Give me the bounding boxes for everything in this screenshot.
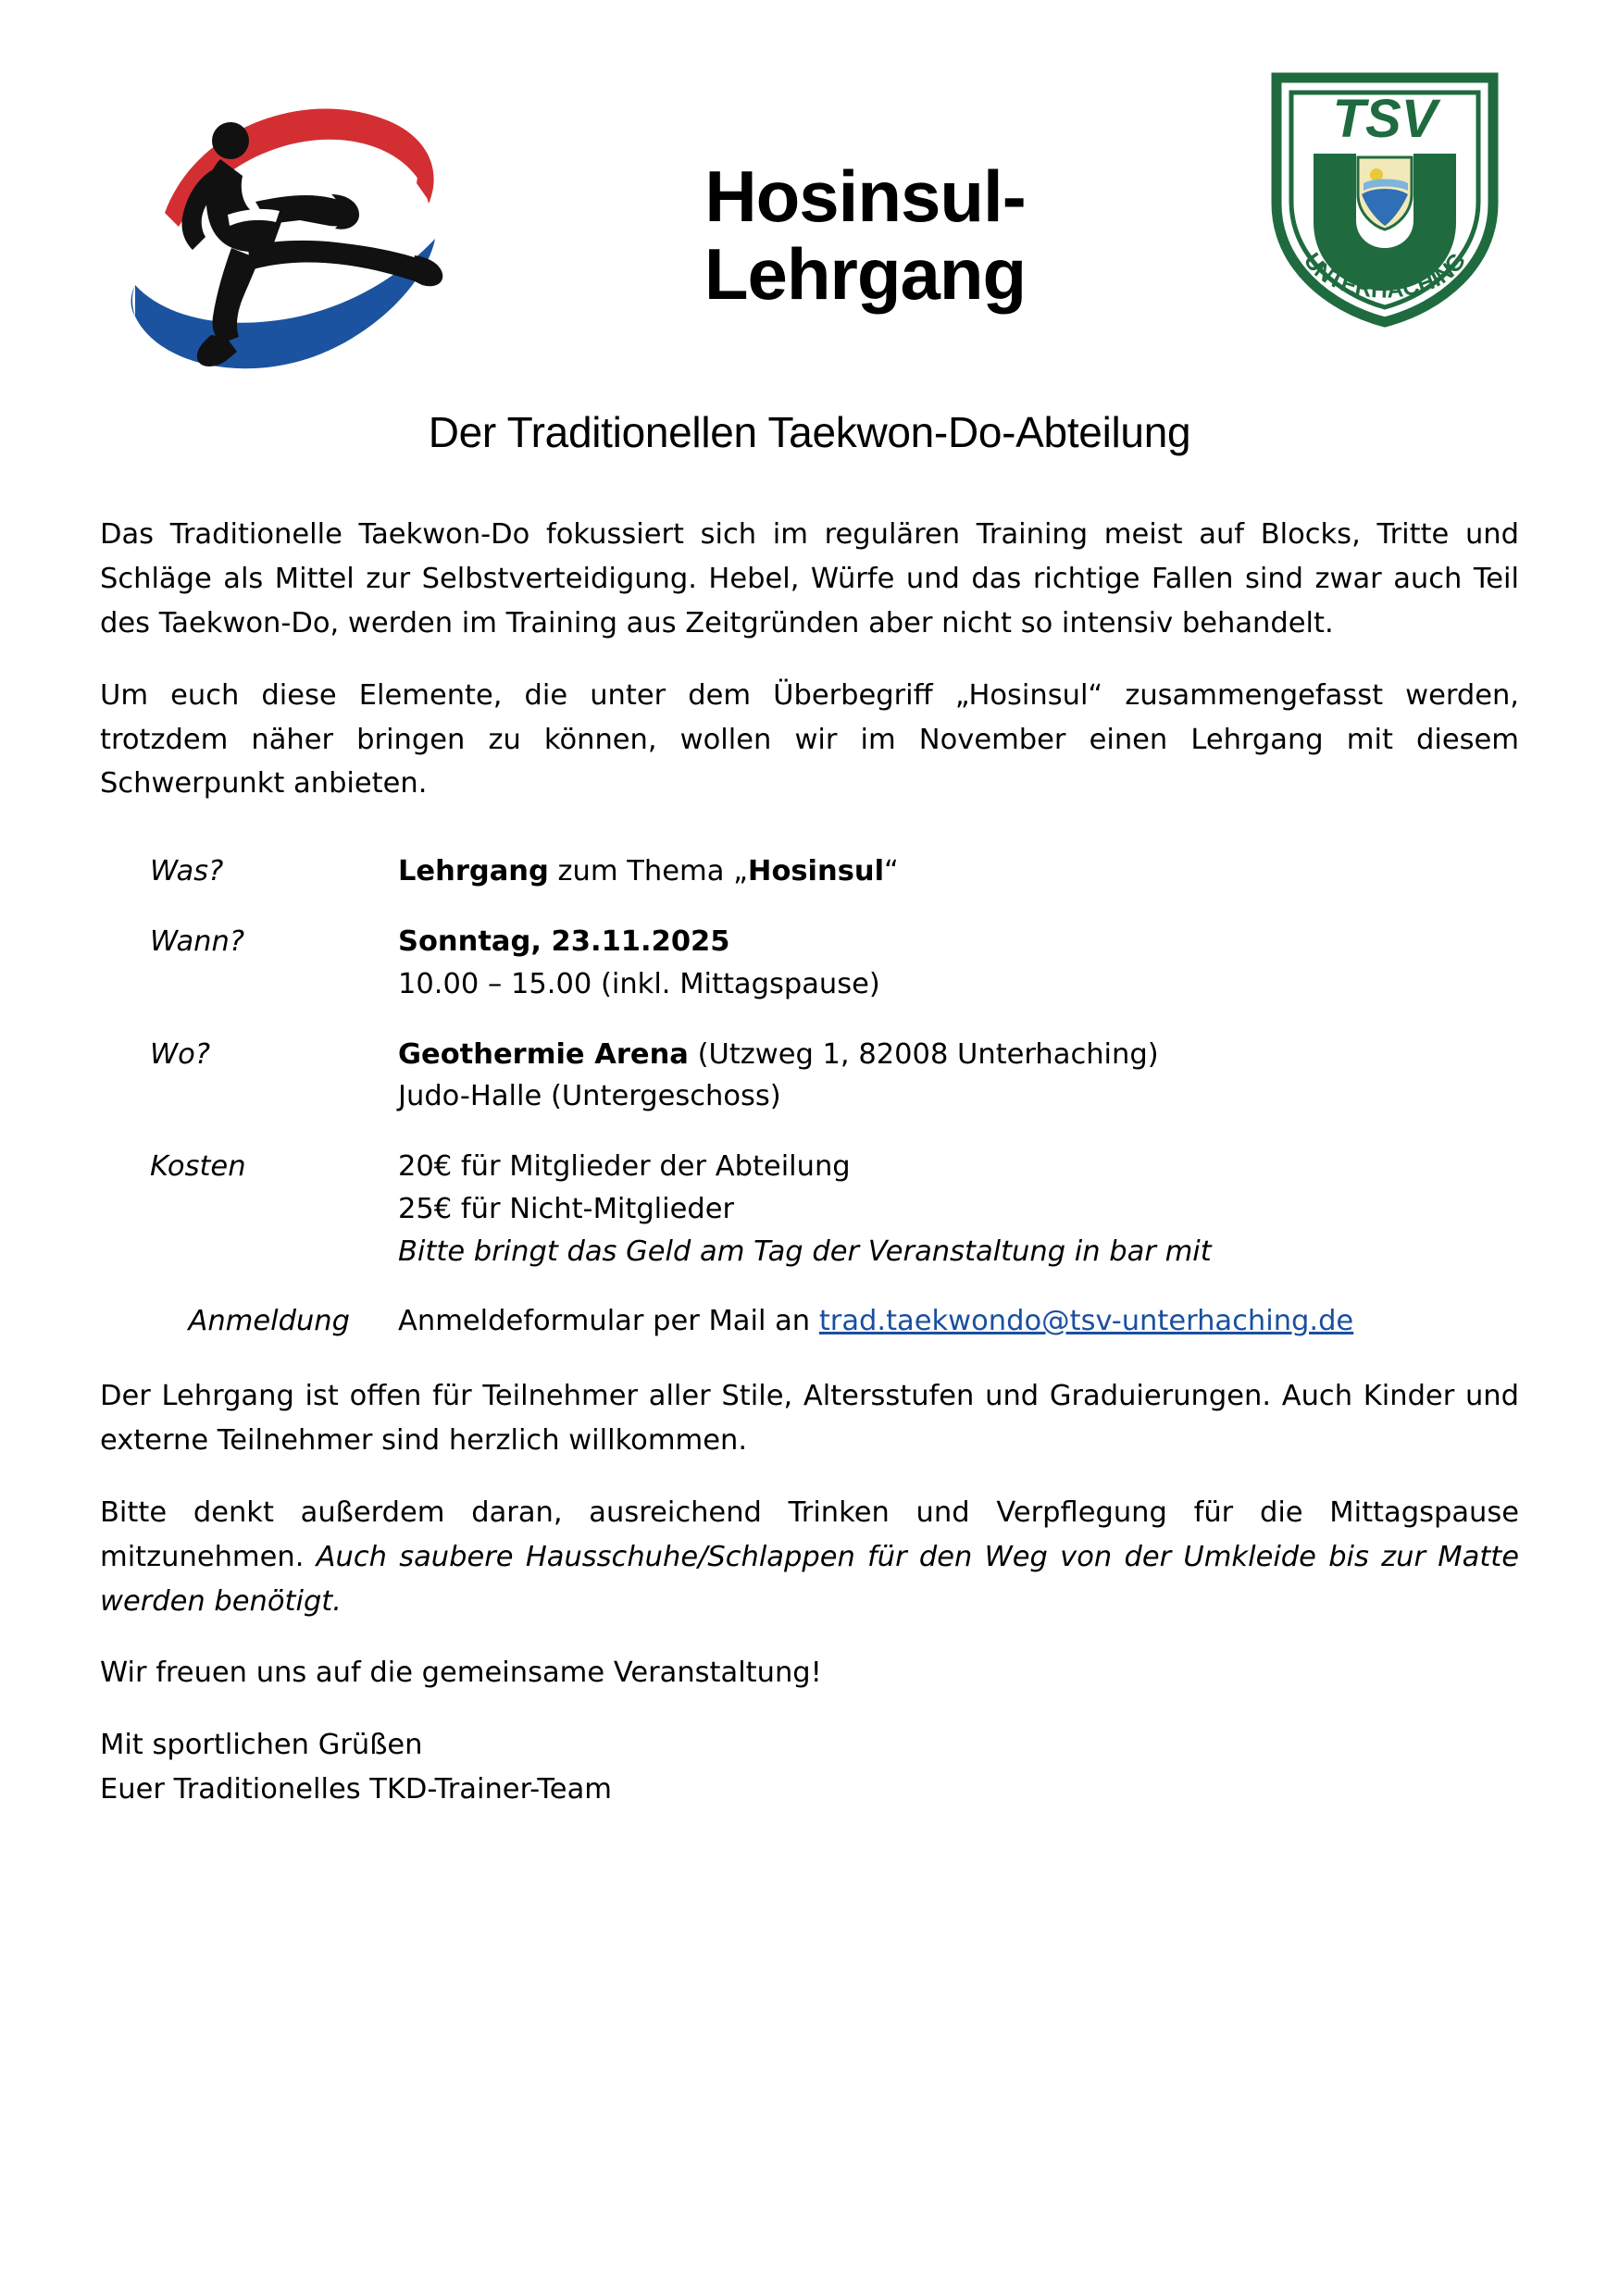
closing-paragraph-2-italic: Auch saubere Hausschuhe/Schlappen für den Weg von der Umkleide bis zur Matte werden benötigt. (100, 1540, 1519, 1618)
title-line-2: Lehrgang (704, 233, 1027, 316)
detail-wo-hall: Judo-Halle (Untergeschoss) (398, 1080, 781, 1113)
detail-kosten-nonmember: 25€ für Nicht-Mitglieder (398, 1192, 735, 1225)
event-details (100, 850, 1519, 1343)
detail-row-kosten (150, 1146, 1519, 1272)
closing-paragraph-2-normal: Bitte denkt außerdem daran, ausreichend Trinken und Verpflegung für die Mittagspause mitzunehmen. (100, 1496, 1519, 1573)
registration-email-link[interactable]: trad.taekwondo@tsv-unterhaching.de (818, 1305, 1354, 1338)
crest-bottom-text: UNTERHACHING (1298, 248, 1472, 304)
detail-label-kosten: Kosten (150, 1150, 246, 1183)
signoff-line-1: Mit sportlichen Grüßen (100, 1729, 423, 1762)
detail-row-anmeldung (150, 1300, 1519, 1343)
title-line-1: Hosinsul- (704, 155, 1026, 237)
detail-value-was (398, 850, 899, 893)
detail-was-end: “ (884, 855, 899, 888)
page-title (489, 155, 1241, 316)
detail-label-was: Was? (150, 855, 224, 888)
detail-anmeldung-text: Anmeldeformular per Mail an (398, 1305, 819, 1338)
detail-value-kosten (398, 1146, 1212, 1272)
detail-row-wo (150, 1034, 1519, 1119)
closing-section (100, 1374, 1519, 1812)
taekwondo-logo-icon (109, 74, 498, 407)
detail-value-wann (398, 921, 880, 1006)
detail-value-anmeldung (398, 1300, 1353, 1343)
signoff (100, 1723, 1519, 1812)
intro-section (100, 513, 1519, 806)
detail-label-wo: Wo? (150, 1037, 211, 1071)
intro-paragraph-2: Um euch diese Elemente, die unter dem Überbegriff „Hosinsul“ zusammengefasst werden, trotzdem näher bringen zu können, wollen wir im November einen Lehrgang mit diesem Schwerpunkt anbieten. (100, 678, 1519, 800)
intro-paragraph-1: Das Traditionelle Taekwon-Do fokussiert sich im regulären Training meist auf Blocks, Tritte und Schläge als Mittel zur Selbstverteidigung. Hebel, Würfe und das richtige Fallen sind zwar auch Teil des Taekwon-Do, werden im Training aus Zeitgründen aber nicht so intensiv behandelt. (100, 518, 1519, 639)
detail-was-rest: zum Thema „ (548, 855, 748, 888)
crest-top-text: TSV (1332, 89, 1438, 149)
detail-value-wo (398, 1034, 1159, 1119)
detail-wo-address: (Utzweg 1, 82008 Unterhaching) (688, 1037, 1159, 1071)
detail-was-bold-2: Hosinsul (747, 855, 885, 888)
closing-paragraph-2 (100, 1491, 1519, 1624)
detail-wann-time: 10.00 – 15.00 (inkl. Mittagspause) (398, 967, 880, 1000)
detail-wann-date: Sonntag, 23.11.2025 (398, 925, 730, 958)
detail-wo-venue: Geothermie Arena (398, 1037, 689, 1071)
detail-row-wann (150, 921, 1519, 1006)
closing-paragraph-3: Wir freuen uns auf die gemeinsame Veranstaltung! (100, 1657, 822, 1690)
detail-kosten-note: Bitte bringt das Geld am Tag der Veranstaltung in bar mit (398, 1235, 1212, 1268)
detail-kosten-member: 20€ für Mitglieder der Abteilung (398, 1150, 851, 1183)
tsv-unterhaching-crest-icon (1260, 65, 1510, 333)
page-subtitle: Der Traditionellen Taekwon-Do-Abteilung (428, 408, 1191, 456)
detail-label-wann: Wann? (150, 925, 245, 958)
detail-was-bold-1: Lehrgang (398, 855, 549, 888)
header (100, 56, 1519, 456)
signoff-line-2: Euer Traditionelles TKD-Trainer-Team (100, 1773, 612, 1806)
closing-paragraph-1: Der Lehrgang ist offen für Teilnehmer aller Stile, Altersstufen und Graduierungen. Auch Kinder und externe Teilnehmer sind herzlich willkommen. (100, 1380, 1519, 1457)
detail-label-anmeldung: Anmeldung (188, 1305, 350, 1338)
detail-row-was (150, 850, 1519, 893)
